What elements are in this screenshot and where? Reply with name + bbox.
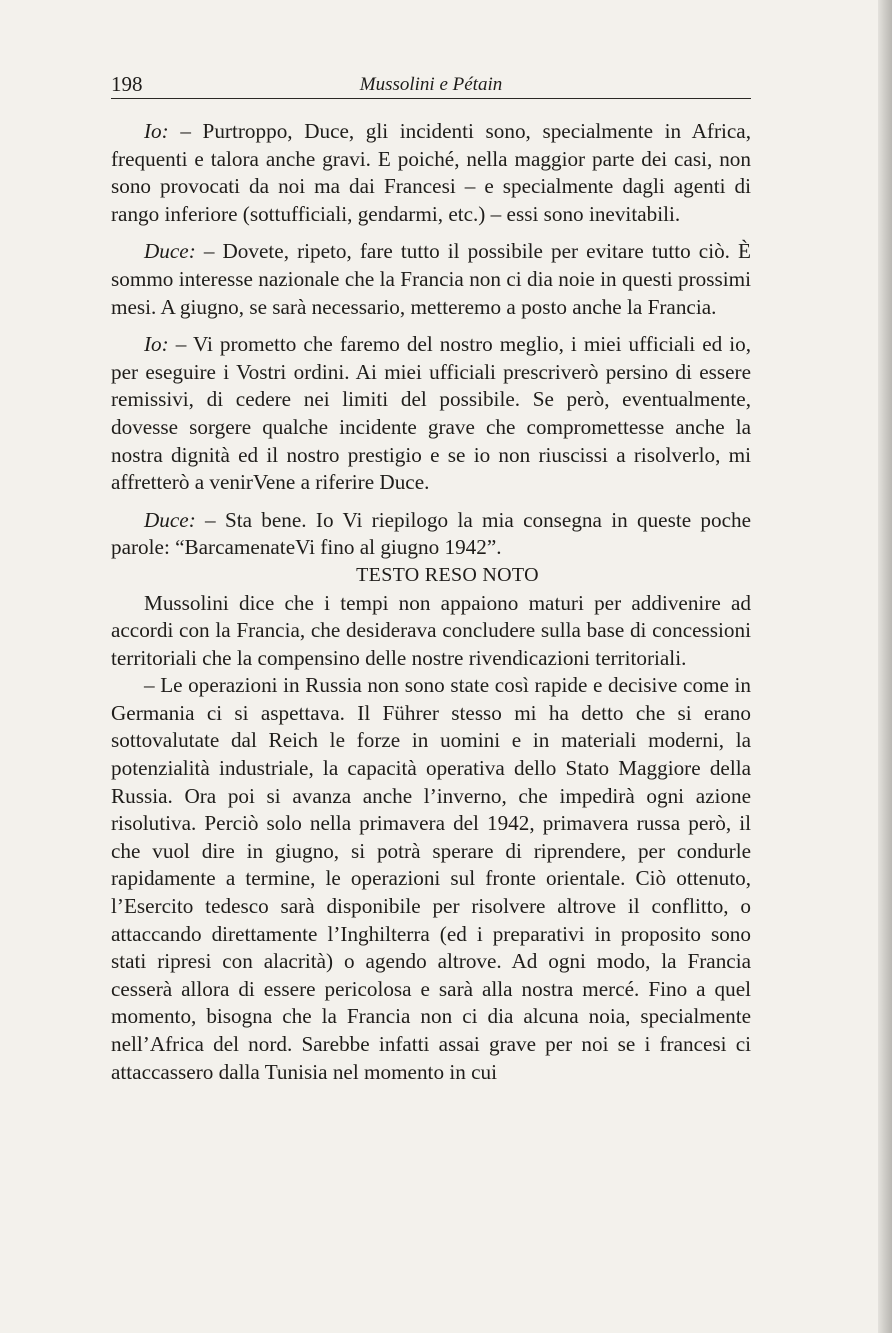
speaker-label: Duce:	[144, 507, 196, 532]
page-edge-shadow	[878, 0, 892, 1333]
speaker-label: Io:	[144, 332, 169, 357]
dialogue-paragraph	[111, 331, 751, 497]
running-title: Mussolini e Pétain	[359, 74, 503, 95]
dialogue-paragraph	[111, 507, 751, 562]
body-paragraph: – Le operazioni in Russia non sono state così rapide e decisive come in Germania ci si aspettava. Il Führer stesso mi ha detto che si erano sottovalutate dal Reich le forze in uomini e in materiali moderni, la potenzialità industriale, la capacità operativa dello Stato Maggiore della Russia. Ora poi si avanza anche l’inverno, che impedirà ogni azione risolutiva. Perciò solo nella primavera del 1942, primavera russa però, il che vuol dire in giugno, si potrà sperare di riprendere, per condurle rapidamente a termine, le operazioni sul fronte orientale. Ciò ottenuto, l’Esercito tedesco sarà disponibile per risolvere altrove il conflitto, o attaccando direttamente l’Inghilterra (ed i preparativi in proposito sono stati ripresi con alacrità) o agendo altrove. Ad ogni modo, la Francia cesserà allora di essere pericolosa e sarà alla nostra mercé. Fino a quel momento, bisogna che la Francia non ci dia alcuna noia, specialmente nell’Africa del nord. Sarebbe infatti assai grave per noi se i francesi ci attaccassero dalla Tunisia nel momento in cui	[111, 673, 751, 1084]
body-paragraph: Mussolini dice che i tempi non appaiono maturi per addivenire ad accordi con la Francia, che desiderava concludere sulla base di concessioni territoriali che la compensino delle nostre rivendicazioni territoriali.	[111, 590, 751, 670]
page-number: 198	[111, 72, 143, 96]
speaker-label: Io:	[144, 119, 169, 143]
header-rule	[111, 98, 751, 99]
dialogue-paragraph	[111, 238, 751, 321]
dialogue-text: – Sta bene. Io Vi riepilogo la mia consegna in queste poche parole: “BarcamenateVi fino al giugno 1942”.	[111, 507, 751, 560]
page-header	[111, 70, 751, 98]
dialogue-text: – Dovete, ripeto, fare tutto il possibile per evitare tutto ciò. È sommo interesse nazionale che la Francia non ci dia noie in questi prossimi mesi. A giugno, se sarà necessario, metteremo a posto anche la Francia.	[111, 239, 751, 319]
dialogue-paragraph	[111, 118, 751, 228]
section-heading: TESTO RESO NOTO	[356, 563, 539, 586]
speaker-label: Duce:	[144, 239, 196, 264]
dialogue-text: – Vi prometto che faremo del nostro meglio, i miei ufficiali ed io, per eseguire i Vostri ordini. Ai miei ufficiali prescriverò persino di essere remissivi, di cedere nei limiti del possibile. Se però, eventualmente, dovesse sorgere qualche incidente grave che compromettesse anche la nostra dignità ed il nostro prestigio e se io non riuscissi a risolverlo, mi affretterò a venirVene a riferire Duce.	[111, 332, 751, 495]
dialogue-text: – Purtroppo, Duce, gli incidenti sono, specialmente in Africa, frequenti e talora anche gravi. E poiché, nella maggior parte dei casi, non sono provocati da noi ma dai Francesi – e specialmente dagli agenti di rango inferiore (sottufficiali, gendarmi, etc.) – essi sono inevitabili.	[111, 119, 751, 226]
page-body	[111, 118, 751, 1086]
